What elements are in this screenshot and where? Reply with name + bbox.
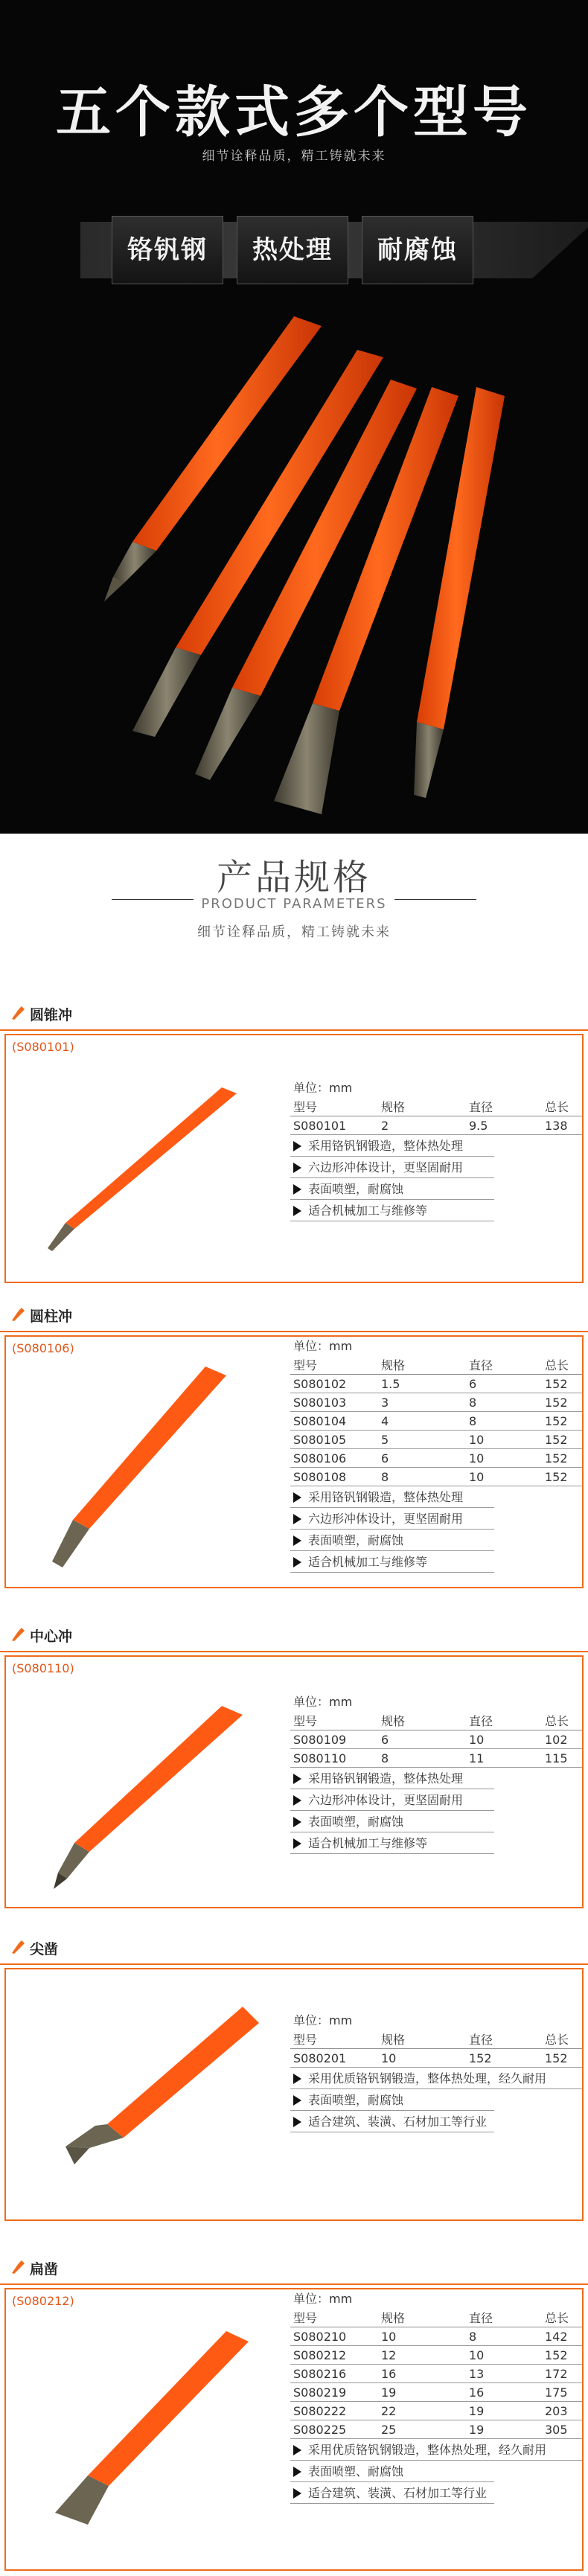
cell: 22 [381, 2404, 397, 2418]
table-row [290, 1468, 582, 1486]
cell: S080102 [293, 1377, 347, 1391]
cell: S080109 [293, 1733, 347, 1747]
section-box [4, 1335, 584, 1588]
parameters-title: 产品规格 [216, 857, 371, 898]
cell: S080210 [293, 2330, 347, 2344]
cell: S080212 [293, 2348, 347, 2362]
bullet-text: 适合机械加工与维修等 [308, 1204, 428, 1218]
bullet-text: 适合机械加工与维修等 [308, 1555, 428, 1569]
cell: 10 [469, 1433, 485, 1447]
section-rule [0, 1963, 588, 1965]
cell: 19 [381, 2385, 397, 2400]
col-diameter: 直径 [469, 1100, 493, 1114]
cell: 305 [545, 2423, 568, 2437]
bullet-text: 采用铬钒钢锻造，整体热处理 [308, 1139, 464, 1153]
cell: 12 [381, 2348, 397, 2362]
section-rule [0, 1029, 588, 1031]
cell: S080106 [293, 1451, 347, 1466]
cell: 152 [545, 1377, 568, 1391]
table-header [290, 1356, 582, 1375]
table-row [290, 2383, 582, 2402]
wrench-icon [10, 1940, 25, 1955]
tool-image-cylinder-punch [6, 1337, 289, 1582]
bullet-text: 适合建筑、装潢、石材加工等行业 [308, 2486, 488, 2500]
table-header [290, 2309, 582, 2327]
cell: 8 [469, 2330, 477, 2344]
cell: 1.5 [381, 1377, 400, 1391]
section-header [0, 1935, 588, 1960]
feature-bullet [290, 1486, 582, 1508]
col-spec: 规格 [381, 1358, 406, 1372]
table-row [290, 1116, 582, 1135]
col-length: 总长 [545, 2311, 569, 2325]
section-rule [0, 2283, 588, 2285]
col-length: 总长 [545, 1100, 569, 1114]
bullet-text: 六边形冲体设计，更坚固耐用 [308, 1512, 464, 1526]
cell: S080110 [293, 1751, 347, 1765]
feature-chrome-vanadium: 铬钒钢 [112, 216, 223, 284]
cell: 10 [469, 2348, 485, 2362]
cell: 16 [381, 2367, 397, 2381]
col-spec: 规格 [381, 2033, 406, 2047]
cell: 2 [381, 1119, 389, 1133]
hero-tool-1 [104, 316, 322, 601]
unit-label: 单位：mm [293, 1695, 353, 1709]
section-box [4, 1655, 584, 1908]
bullet-text: 适合建筑、装潢、石材加工等行业 [308, 2115, 488, 2129]
tool-image-center-punch [6, 1657, 289, 1902]
col-model: 型号 [293, 2311, 318, 2325]
section-title: 中心冲 [30, 1629, 73, 1645]
model-tag: (S080101) [12, 1040, 74, 1054]
col-model: 型号 [293, 1358, 318, 1372]
feature-heat-treatment: 热处理 [237, 216, 348, 284]
hero-banner [0, 0, 588, 834]
cell: 8 [469, 1396, 477, 1410]
bullet-text: 表面喷塑、耐腐蚀 [308, 2464, 404, 2478]
feature-corrosion-resistant: 耐腐蚀 [362, 216, 473, 284]
feature-bullet [290, 1135, 582, 1157]
bullet-text: 表面喷塑，耐腐蚀 [308, 1533, 404, 1547]
section-header [0, 1001, 588, 1026]
feature-bullet [290, 2068, 582, 2089]
cell: 10 [381, 2051, 397, 2065]
col-spec: 规格 [381, 1714, 406, 1728]
wrench-icon [10, 2260, 25, 2275]
spec-table [290, 1693, 582, 1854]
col-diameter: 直径 [469, 2311, 493, 2325]
table-row [290, 2402, 582, 2420]
table-header [290, 1712, 582, 1730]
table-row [290, 2420, 582, 2439]
feature-bullet [290, 1530, 582, 1551]
wrench-icon [10, 1627, 25, 1642]
cell: 8 [469, 1414, 477, 1428]
cell: 152 [545, 1470, 568, 1484]
bullet-text: 采用铬钒钢锻造，整体热处理 [308, 1771, 464, 1786]
feature-bullet [290, 2461, 582, 2482]
wrench-icon [10, 1307, 25, 1322]
feature-bullet [290, 1768, 582, 1789]
section-box [4, 1034, 584, 1283]
bullet-text: 表面喷塑，耐腐蚀 [308, 1182, 404, 1196]
col-length: 总长 [545, 2033, 569, 2047]
cell: 10 [469, 1733, 485, 1747]
tool-image-flat-chisel [6, 2289, 289, 2565]
cell: 8 [381, 1751, 389, 1765]
col-length: 总长 [545, 1714, 569, 1728]
col-diameter: 直径 [469, 1358, 493, 1372]
hero-subtitle: 细节诠释品质，精工铸就未来 [202, 149, 386, 164]
spec-table [290, 1078, 582, 1221]
section-header [0, 2255, 588, 2281]
parameters-subtitle: 细节诠释品质，精工铸就未来 [197, 924, 391, 940]
cell: S080105 [293, 1433, 347, 1447]
cell: 16 [469, 2385, 485, 2400]
cell: S080225 [293, 2423, 347, 2437]
bullet-text: 六边形冲体设计，更坚固耐用 [308, 1160, 464, 1174]
cell: 25 [381, 2423, 397, 2437]
bullet-text: 采用优质铬钒钢锻造，整体热处理，经久耐用 [308, 2071, 547, 2086]
col-model: 型号 [293, 2033, 318, 2047]
model-tag: (S080110) [12, 1661, 74, 1675]
col-diameter: 直径 [469, 2033, 493, 2047]
feature-bullet [290, 1200, 582, 1221]
cell: 10 [469, 1451, 485, 1466]
bullet-text: 采用铬钒钢锻造，整体热处理 [308, 1490, 464, 1504]
cell: 142 [545, 2330, 568, 2344]
cell: 115 [545, 1751, 568, 1765]
bullet-text: 六边形冲体设计，更坚固耐用 [308, 1793, 464, 1807]
feature-bullet [290, 1157, 582, 1178]
cell: 6 [469, 1377, 477, 1391]
cell: 9.5 [469, 1119, 488, 1133]
cell: 10 [381, 2330, 397, 2344]
cell: 172 [545, 2367, 568, 2381]
feature-bullet [290, 1832, 582, 1854]
tool-image-round-cone-punch [6, 1035, 289, 1281]
spec-table [290, 2289, 582, 2504]
col-model: 型号 [293, 1100, 318, 1114]
unit-label: 单位：mm [293, 2292, 353, 2306]
feature-bullet [290, 1811, 582, 1832]
model-tag: (S080212) [12, 2294, 74, 2308]
cell: 152 [545, 1414, 568, 1428]
feature-bullet [290, 1551, 582, 1573]
table-row [290, 1749, 582, 1768]
cell: S080222 [293, 2404, 347, 2418]
table-row [290, 1412, 582, 1431]
cell: 3 [381, 1396, 389, 1410]
section-box [4, 2288, 584, 2571]
section-header [0, 1623, 588, 1648]
cell: 6 [381, 1451, 389, 1466]
spec-table [290, 1337, 582, 1573]
col-length: 总长 [545, 1358, 569, 1372]
col-spec: 规格 [381, 1100, 406, 1114]
parameters-title-en: PRODUCT PARAMETERS [201, 896, 387, 912]
unit-label: 单位：mm [293, 1339, 353, 1353]
table-row [290, 2365, 582, 2383]
section-title: 扁凿 [30, 2261, 59, 2278]
feature-bullet [290, 1178, 582, 1200]
feature-bullet [290, 2089, 582, 2111]
cell: 13 [469, 2367, 485, 2381]
feature-bullet [290, 2111, 582, 2132]
feature-bullet [290, 2439, 582, 2461]
cell: S080219 [293, 2385, 347, 2400]
cell: S080101 [293, 1119, 347, 1133]
cell: 175 [545, 2385, 568, 2400]
table-row [290, 1393, 582, 1412]
feature-bullet [290, 1508, 582, 1530]
cell: S080108 [293, 1470, 347, 1484]
wrench-icon [10, 1006, 25, 1020]
cell: 4 [381, 1414, 389, 1428]
cell: 152 [545, 1396, 568, 1410]
cell: 152 [469, 2051, 492, 2065]
cell: 152 [545, 2051, 568, 2065]
col-diameter: 直径 [469, 1714, 493, 1728]
section-rule [0, 1651, 588, 1652]
table-row [290, 1449, 582, 1468]
table-header [290, 2030, 582, 2049]
model-tag: (S080106) [12, 1341, 74, 1355]
cell: 6 [381, 1733, 389, 1747]
cell: S080216 [293, 2367, 347, 2381]
cell: 102 [545, 1733, 568, 1747]
hero-title: 五个款式多个型号 [56, 80, 532, 144]
bullet-text: 采用优质铬钒钢锻造，整体热处理，经久耐用 [308, 2443, 547, 2457]
feature-bullet [290, 1789, 582, 1811]
bullet-text: 表面喷塑，耐腐蚀 [308, 1815, 404, 1829]
cell: 152 [545, 1451, 568, 1466]
spec-table [290, 2011, 582, 2132]
cell: S080103 [293, 1396, 347, 1410]
cell: 10 [469, 1470, 485, 1484]
col-spec: 规格 [381, 2311, 406, 2325]
section-title: 圆柱冲 [30, 1308, 73, 1325]
feature-bullet [290, 2482, 582, 2504]
cell: S080201 [293, 2051, 347, 2065]
table-header [290, 1098, 582, 1116]
cell: 203 [545, 2404, 568, 2418]
parameters-line-right [394, 899, 476, 900]
cell: 152 [545, 1433, 568, 1447]
table-row [290, 2346, 582, 2365]
cell: 11 [469, 1751, 485, 1765]
cell: 8 [381, 1470, 389, 1484]
cell: 152 [545, 2348, 568, 2362]
unit-label: 单位：mm [293, 1081, 353, 1095]
bullet-text: 适合机械加工与维修等 [308, 1836, 428, 1850]
section-title: 尖凿 [30, 1941, 59, 1957]
section-header [0, 1303, 588, 1328]
cell: 138 [545, 1119, 568, 1133]
cell: 5 [381, 1433, 389, 1447]
col-model: 型号 [293, 1714, 318, 1728]
table-row [290, 1375, 582, 1393]
table-row [290, 2327, 582, 2346]
cell: S080104 [293, 1414, 347, 1428]
hero-tools-illustration [0, 0, 588, 834]
table-row [290, 2049, 582, 2068]
table-row [290, 1730, 582, 1749]
section-title: 圆锥冲 [30, 1007, 73, 1023]
section-box [4, 1968, 584, 2221]
cell: 19 [469, 2404, 485, 2418]
unit-label: 单位：mm [293, 2013, 353, 2027]
table-row [290, 1431, 582, 1449]
tool-image-point-chisel [6, 1969, 289, 2215]
bullet-text: 表面喷塑，耐腐蚀 [308, 2093, 404, 2107]
cell: 19 [469, 2423, 485, 2437]
section-rule [0, 1331, 588, 1332]
